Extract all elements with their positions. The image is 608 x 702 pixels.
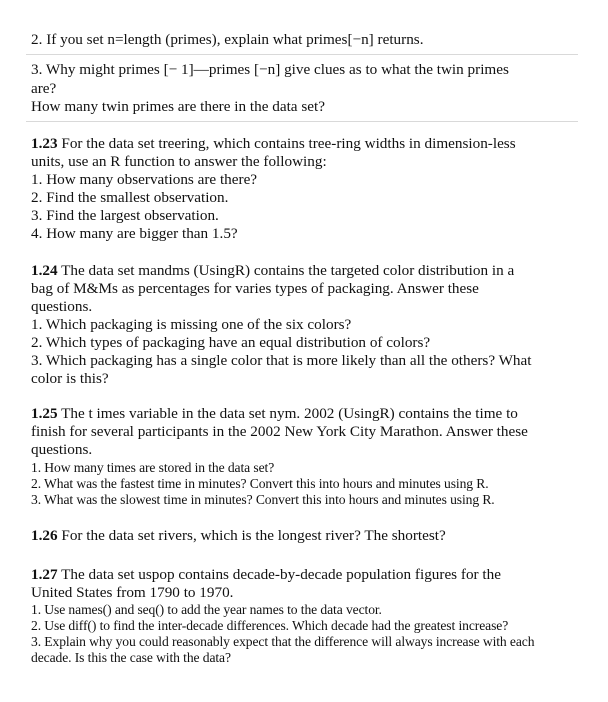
- exercise-1-24-question-3-line-2: color is this?: [31, 370, 109, 387]
- exercise-1-23-question-1: 1. How many observations are there?: [31, 171, 258, 188]
- exercise-text: The data set uspop contains decade-by-decade population figures for the: [57, 566, 501, 583]
- exercise-text: For the data set treering, which contains tree-ring widths in dimension-less: [57, 135, 516, 152]
- exercise-1-24-intro-line-2: bag of M&Ms as percentages for varies types of packaging. Answer these: [31, 280, 479, 297]
- divider: [26, 121, 578, 122]
- exercise-number: 1.25: [31, 405, 58, 422]
- exercise-1-24-question-1: 1. Which packaging is missing one of the six colors?: [31, 316, 352, 333]
- intro-question-3-line-3: How many twin primes are there in the data set?: [31, 98, 325, 115]
- exercise-1-23-question-3: 3. Find the largest observation.: [31, 207, 219, 224]
- exercise-1-27-intro-line-2: United States from 1790 to 1970.: [31, 584, 234, 601]
- divider: [26, 54, 578, 55]
- exercise-1-27-question-3-line-1: 3. Explain why you could reasonably expect that the difference will always increase with each: [31, 634, 535, 649]
- exercise-1-25-intro-line-3: questions.: [31, 441, 93, 458]
- exercise-text: The t imes variable in the data set nym. 2002 (UsingR) contains the time to: [57, 405, 518, 422]
- exercise-number: 1.23: [31, 135, 58, 152]
- exercise-1-27-question-1: 1. Use names() and seq() to add the year names to the data vector.: [31, 602, 382, 617]
- exercise-1-25-intro-line-2: finish for several participants in the 2002 New York City Marathon. Answer these: [31, 423, 528, 440]
- exercise-text: The data set mandms (UsingR) contains the targeted color distribution in a: [57, 262, 515, 279]
- intro-question-2: 2. If you set n=length (primes), explain what primes[−n] returns.: [31, 31, 424, 48]
- exercise-number: 1.26: [31, 527, 58, 544]
- exercise-1-25-question-1: 1. How many times are stored in the data set?: [31, 460, 275, 475]
- exercise-1-24-intro-line-1: [31, 262, 514, 280]
- exercise-1-27-question-3-line-2: decade. Is this the case with the data?: [31, 650, 231, 665]
- exercise-1-23-question-4: 4. How many are bigger than 1.5?: [31, 225, 238, 242]
- intro-question-3-line-1: 3. Why might primes [− 1]—primes [−n] give clues as to what the twin primes: [31, 61, 509, 78]
- exercise-1-24-intro-line-3: questions.: [31, 298, 93, 315]
- exercise-1-23-question-2: 2. Find the smallest observation.: [31, 189, 229, 206]
- exercise-1-25-intro-line-1: [31, 405, 518, 423]
- exercise-number: 1.27: [31, 566, 58, 583]
- exercise-1-23-intro-line-1: [31, 135, 516, 153]
- exercise-1-23-intro-line-2: units, use an R function to answer the following:: [31, 153, 327, 170]
- exercise-1-25-question-3: 3. What was the slowest time in minutes? Convert this into hours and minutes using R.: [31, 492, 495, 507]
- exercise-1-24-question-2: 2. Which types of packaging have an equal distribution of colors?: [31, 334, 431, 351]
- exercise-1-24-question-3-line-1: 3. Which packaging has a single color that is more likely than all the others? What: [31, 352, 532, 369]
- intro-question-3-line-2: are?: [31, 80, 57, 97]
- exercise-1-25-question-2: 2. What was the fastest time in minutes? Convert this into hours and minutes using R.: [31, 476, 489, 491]
- exercise-1-26-text: [31, 527, 446, 545]
- exercise-text: For the data set rivers, which is the longest river? The shortest?: [57, 527, 446, 544]
- exercise-1-27-question-2: 2. Use diff() to find the inter-decade differences. Which decade had the greatest increase?: [31, 618, 509, 633]
- exercise-number: 1.24: [31, 262, 58, 279]
- exercise-1-27-intro-line-1: [31, 566, 501, 584]
